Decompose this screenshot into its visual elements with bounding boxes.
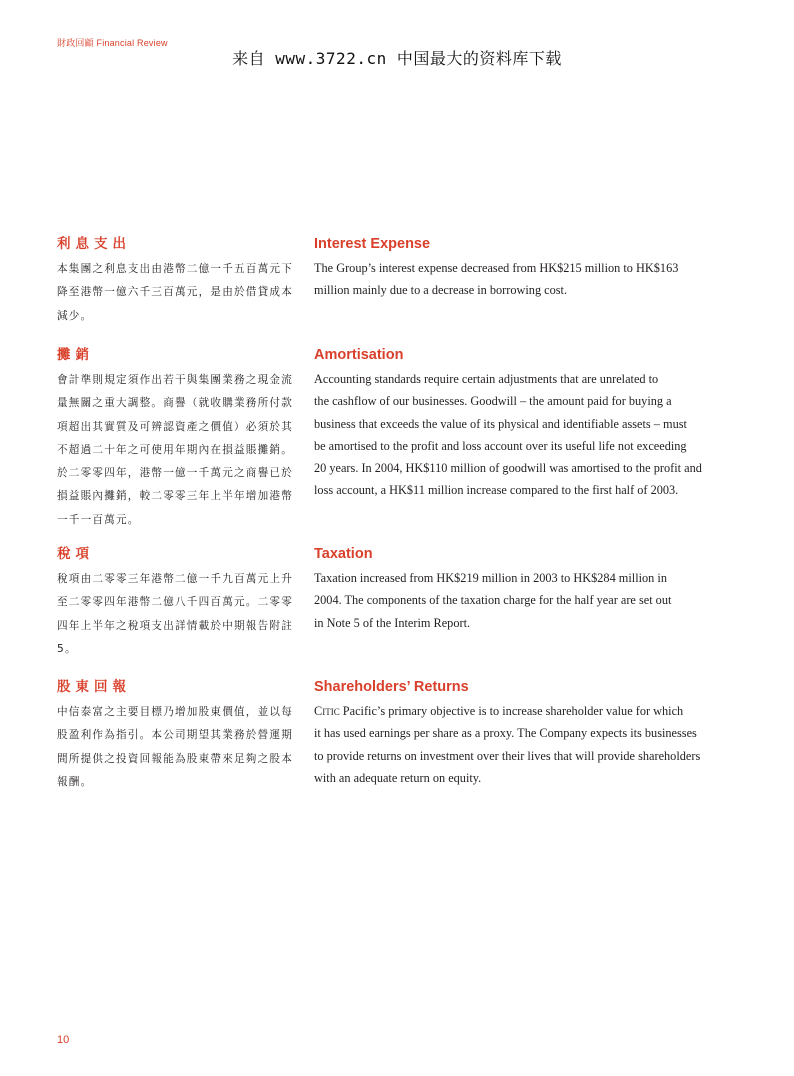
- text-line: The Group’s interest expense decreased from HK$215 million to HK$163: [314, 261, 679, 275]
- text-line: in Note 5 of the Interim Report.: [314, 615, 471, 630]
- zh-column: [57, 235, 293, 328]
- en-heading: Taxation: [314, 546, 373, 562]
- text-line: to provide returns on investment over their lives that will provide shareholders: [314, 748, 701, 763]
- text-line: with an adequate return on equity.: [314, 770, 482, 785]
- running-header: 財政回顧 Financial Review: [57, 38, 168, 48]
- text-line: [314, 700, 724, 722]
- en-column: [314, 545, 724, 634]
- en-paragraph: [314, 567, 724, 634]
- en-column: [314, 346, 724, 502]
- zh-column: [57, 545, 293, 661]
- text-line: loss account, a HK$11 million increase compared to the first half of 2003.: [314, 483, 679, 498]
- en-paragraph: [314, 700, 724, 789]
- page-number: 10: [57, 1034, 70, 1046]
- en-column: [314, 235, 724, 302]
- en-paragraph: [314, 257, 724, 302]
- zh-heading: 稅項: [57, 546, 94, 562]
- zh-heading: 利息支出: [57, 236, 131, 252]
- text-line: Taxation increased from HK$219 million in 2003 to HK$284 million in: [314, 571, 667, 585]
- zh-paragraph: 中信泰富之主要目標乃增加股東價值，並以每股盈利作為指引。本公司期望其業務於營運期間所提供之投資回報能為股東帶來足夠之股本報酬。: [57, 706, 293, 788]
- text-line: the cashflow of our businesses. Goodwill – the amount paid for buying a: [314, 394, 672, 409]
- text-line: 20 years. In 2004, HK$110 million of goodwill was amortised to the profit and: [314, 461, 702, 476]
- text-line: be amortised to the profit and loss account over its useful life not exceeding: [314, 438, 687, 453]
- text-line: it has used earnings per share as a proxy. The Company expects its businesses: [314, 726, 697, 741]
- zh-heading: 股東回報: [57, 679, 131, 695]
- text-line: 2004. The components of the taxation charge for the half year are set out: [314, 593, 672, 608]
- zh-paragraph: 本集團之利息支出由港幣二億一千五百萬元下降至港幣一億六千三百萬元，是由於借貸成本減少。: [57, 263, 293, 322]
- zh-column: [57, 346, 293, 532]
- en-heading: Interest Expense: [314, 236, 431, 252]
- en-heading: Shareholders’ Returns: [314, 679, 469, 695]
- watermark-text: 来自 www.3722.cn 中国最大的资料库下载: [232, 49, 562, 68]
- en-heading: Amortisation: [314, 347, 404, 363]
- text-line: business that exceeds the value of its physical and identifiable assets – must: [314, 416, 687, 431]
- zh-heading: 攤銷: [57, 347, 94, 363]
- zh-paragraph: 會計準則規定須作出若干與集團業務之現金流量無關之重大調整。商譽（就收購業務所付款項超出其實質及可辨認資產之價值）必須於其不超過二十年之可使用年期內在損益賬攤銷。於二零零四年，港幣一億一千萬元之商譽已於損益賬內攤銷，較二零零三年上半年增加港幣一千一百萬元。: [57, 374, 293, 526]
- en-paragraph: [314, 368, 724, 502]
- zh-paragraph: 稅項由二零零三年港幣二億一千九百萬元上升至二零零四年港幣二億八千四百萬元。二零零四年上半年之稅項支出詳情載於中期報告附註5。: [57, 573, 293, 655]
- zh-column: [57, 678, 293, 794]
- text-line: million mainly due to a decrease in borrowing cost.: [314, 283, 568, 298]
- text-line: Accounting standards require certain adjustments that are unrelated to: [314, 372, 659, 386]
- company-name: Citic: [314, 704, 340, 718]
- en-column: [314, 678, 724, 789]
- text-line-rest: Pacific’s primary objective is to increase shareholder value for which: [339, 704, 684, 718]
